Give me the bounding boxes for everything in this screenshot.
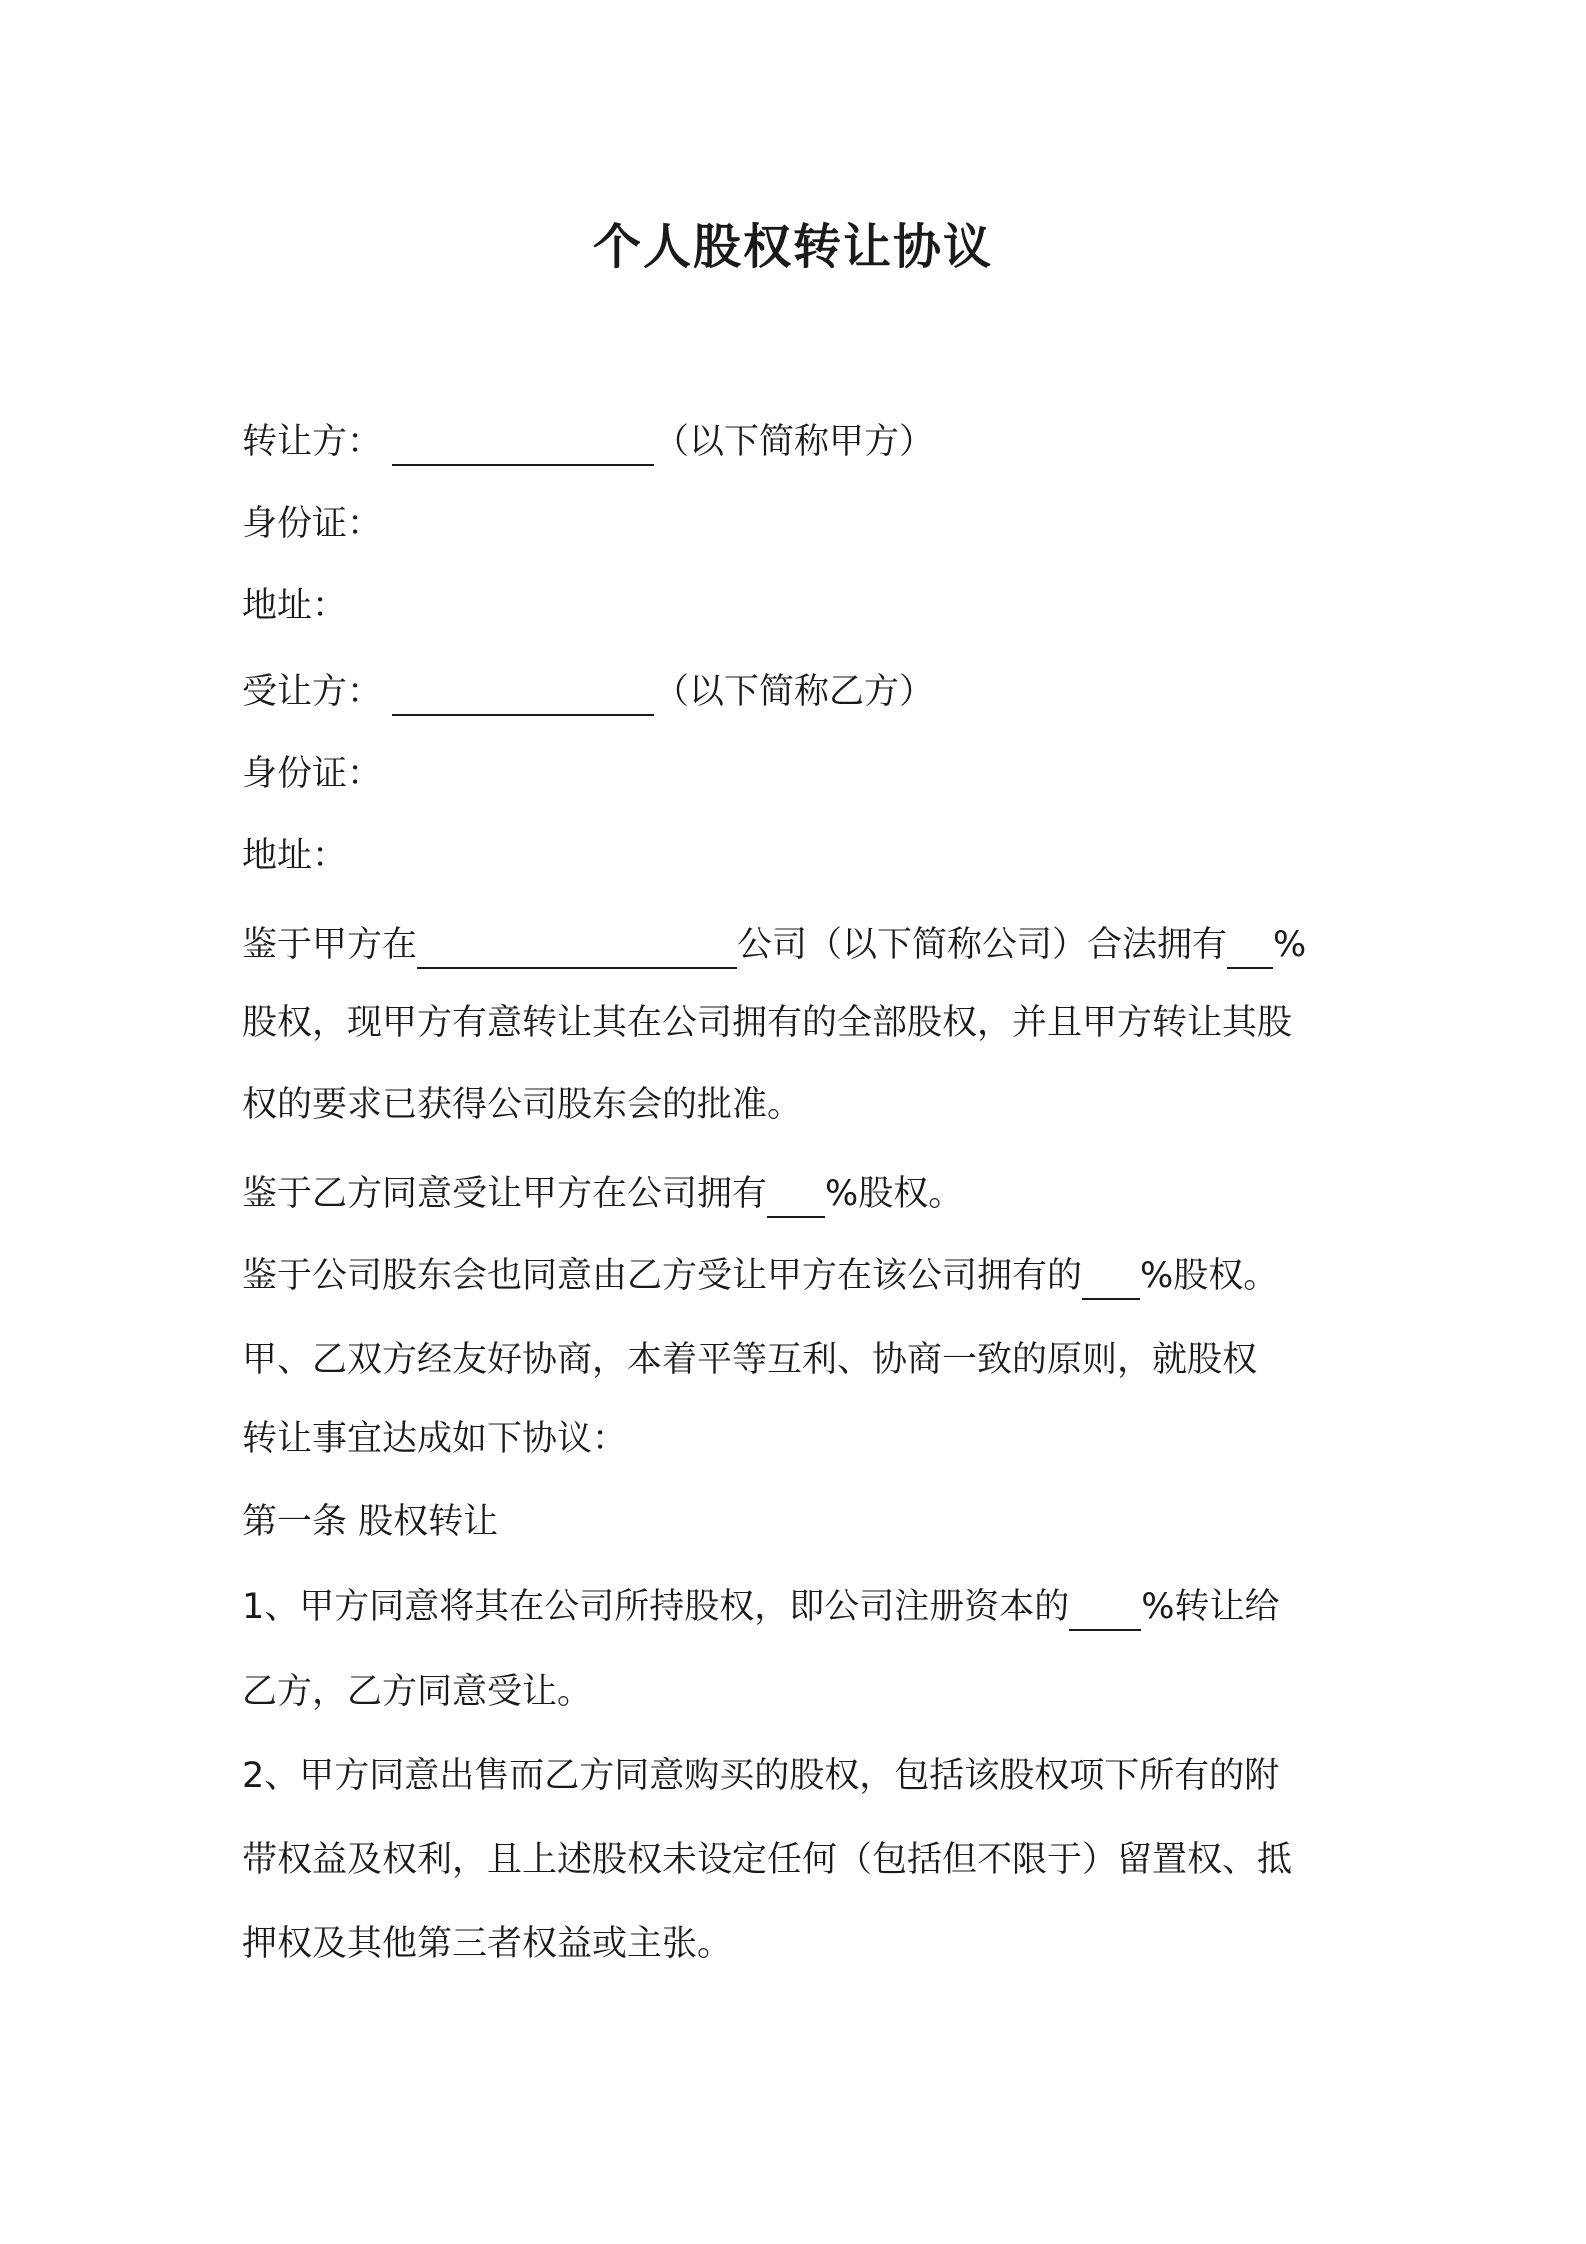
transferor-id-label: 身份证： <box>242 504 383 544</box>
transferee-suffix: （以下简称乙方） <box>654 672 935 712</box>
recital-2-line <box>242 1164 963 1224</box>
transferor-address-line <box>242 576 347 636</box>
transferee-name-blank[interactable] <box>392 670 654 716</box>
recital-2-part-2: %股权。 <box>825 1174 964 1214</box>
recital-4-line-1: 甲、乙双方经友好协商，本着平等互利、协商一致的原则，就股权 <box>242 1340 1258 1380</box>
transferee-id-line <box>242 744 382 804</box>
clause-1-line-2: 乙方，乙方同意受让。 <box>242 1672 593 1712</box>
recital-1-part-2: 公司（以下简称公司）合法拥有 <box>737 925 1228 965</box>
transferee-address-label: 地址： <box>242 836 348 876</box>
clause-1-part-2: %转让给 <box>1141 1587 1280 1627</box>
recital-4-line-2: 转让事宜达成如下协议： <box>242 1419 628 1459</box>
clause-2-line-1: 2、甲方同意出售而乙方同意购买的股权，包括该股权项下所有的附 <box>242 1756 1280 1796</box>
recital-3-line <box>242 1246 1278 1306</box>
percent-blank-3[interactable] <box>1082 1254 1140 1300</box>
transferor-line <box>242 412 934 472</box>
clause-1-line-1 <box>242 1577 1280 1637</box>
transferee-line <box>242 662 934 722</box>
transferee-address-line <box>242 826 347 886</box>
transferee-id-label: 身份证： <box>242 754 383 794</box>
transferor-address-label: 地址： <box>242 586 348 626</box>
recital-1-line-2: 股权，现甲方有意转让其在公司拥有的全部股权，并且甲方转让其股 <box>242 1003 1293 1043</box>
article-1-heading: 第一条 股权转让 <box>242 1502 499 1542</box>
recital-2-part-1: 鉴于乙方同意受让甲方在公司拥有 <box>242 1174 768 1214</box>
clause-2-line-2: 带权益及权利，且上述股权未设定任何（包括但不限于）留置权、抵 <box>242 1840 1293 1880</box>
percent-blank-2[interactable] <box>767 1172 825 1218</box>
clause-1-part-1: 1、甲方同意将其在公司所持股权，即公司注册资本的 <box>242 1587 1070 1627</box>
recital-1-part-3: % <box>1273 925 1307 965</box>
recital-1-line-1 <box>242 915 1306 975</box>
transferor-label: 转让方： <box>242 422 383 462</box>
company-name-blank[interactable] <box>417 923 737 969</box>
recital-3-part-2: %股权。 <box>1140 1256 1279 1296</box>
transferee-label: 受让方： <box>242 672 383 712</box>
clause-2-line-3: 押权及其他第三者权益或主张。 <box>242 1924 733 1964</box>
transferor-id-line <box>242 494 382 554</box>
transferor-suffix: （以下简称甲方） <box>654 422 935 462</box>
recital-1-line-3: 权的要求已获得公司股东会的批准。 <box>242 1085 803 1125</box>
recital-1-part-1: 鉴于甲方在 <box>242 925 418 965</box>
recital-3-part-1: 鉴于公司股东会也同意由乙方受让甲方在该公司拥有的 <box>242 1256 1083 1296</box>
percent-blank-4[interactable] <box>1069 1585 1141 1631</box>
document-title: 个人股权转让协议 <box>592 219 993 275</box>
transferor-name-blank[interactable] <box>392 420 654 466</box>
percent-blank-1[interactable] <box>1227 923 1273 969</box>
